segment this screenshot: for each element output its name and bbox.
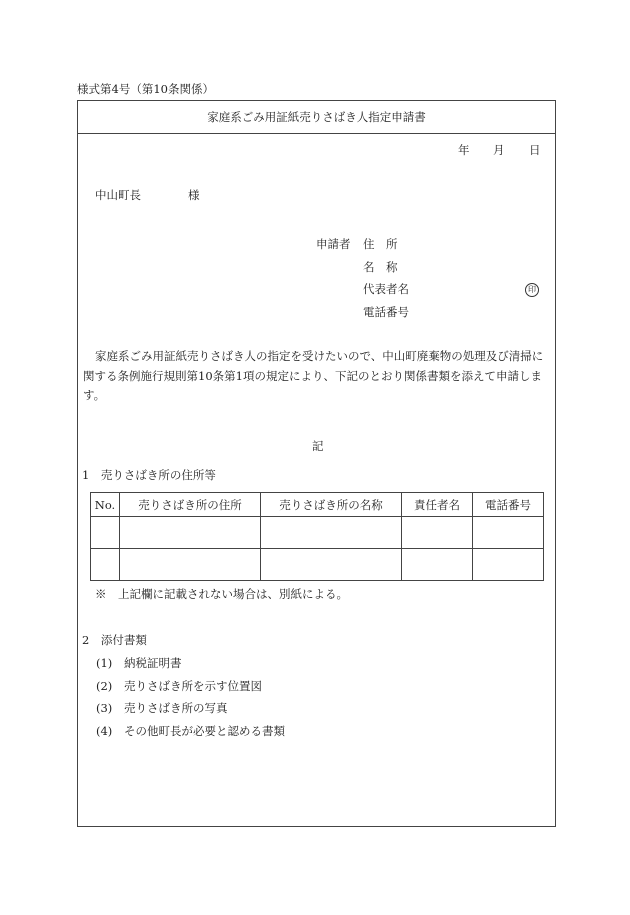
header-no: No. [91,493,120,517]
attachment-number: (1) [96,656,113,670]
applicant-name-label: 名 称 [363,260,398,274]
date-year: 年 [458,143,470,157]
attachment-item: 売りさばき所を示す位置図 [124,679,262,693]
attachment-item: その他町長が必要と認める書類 [124,724,285,738]
addressee-honorific: 様 [188,188,200,202]
form-title: 家庭系ごみ用証紙売りさばき人指定申請書 [78,101,555,134]
seal-icon: 印 [525,283,539,297]
section1-heading: 1 売りさばき所の住所等 [82,468,216,482]
application-statement: 家庭系ごみ用証紙売りさばき人の指定を受けたいので、中山町廃棄物の処理及び清掃に関する条例施行規則第10条第1項の規定により、下記のとおり関係書類を添えて申請します。 [83,349,544,402]
table-cell[interactable] [261,549,402,581]
table-cell[interactable] [91,549,120,581]
header-manager: 責任者名 [402,493,473,517]
table-cell[interactable] [402,549,473,581]
form-number-label: 様式第4号（第10条関係） [77,82,214,96]
table-row [91,549,544,581]
section2-heading: 2 添付書類 [82,633,147,647]
table-row [91,517,544,549]
table-cell[interactable] [120,517,261,549]
date-day: 日 [529,143,541,157]
attachment-number: (4) [96,724,113,738]
applicant-phone-label: 電話番号 [363,305,409,319]
table-cell[interactable] [402,517,473,549]
seal-mark [525,283,539,297]
table-note: ※ 上記欄に記載されない場合は、別紙による。 [95,587,348,601]
attachment-item: 納税証明書 [124,656,182,670]
header-phone: 電話番号 [473,493,544,517]
header-name: 売りさばき所の名称 [261,493,402,517]
addressee-name: 中山町長 [95,188,141,202]
sales-location-table [90,492,544,581]
attachment-number: (3) [96,701,113,715]
table-cell[interactable] [473,517,544,549]
application-form [77,100,556,827]
applicant-address-label: 住 所 [363,237,398,251]
table-cell[interactable] [473,549,544,581]
table-cell[interactable] [120,549,261,581]
header-address: 売りさばき所の住所 [120,493,261,517]
applicant-heading: 申請者 [316,237,351,251]
date-month: 月 [493,143,505,157]
table-header-row [91,493,544,517]
attachment-number: (2) [96,679,113,693]
ki-label: 記 [312,439,324,453]
attachment-item: 売りさばき所の写真 [124,701,228,715]
table-cell[interactable] [91,517,120,549]
applicant-representative-label: 代表者名 [363,282,409,296]
table-cell[interactable] [261,517,402,549]
